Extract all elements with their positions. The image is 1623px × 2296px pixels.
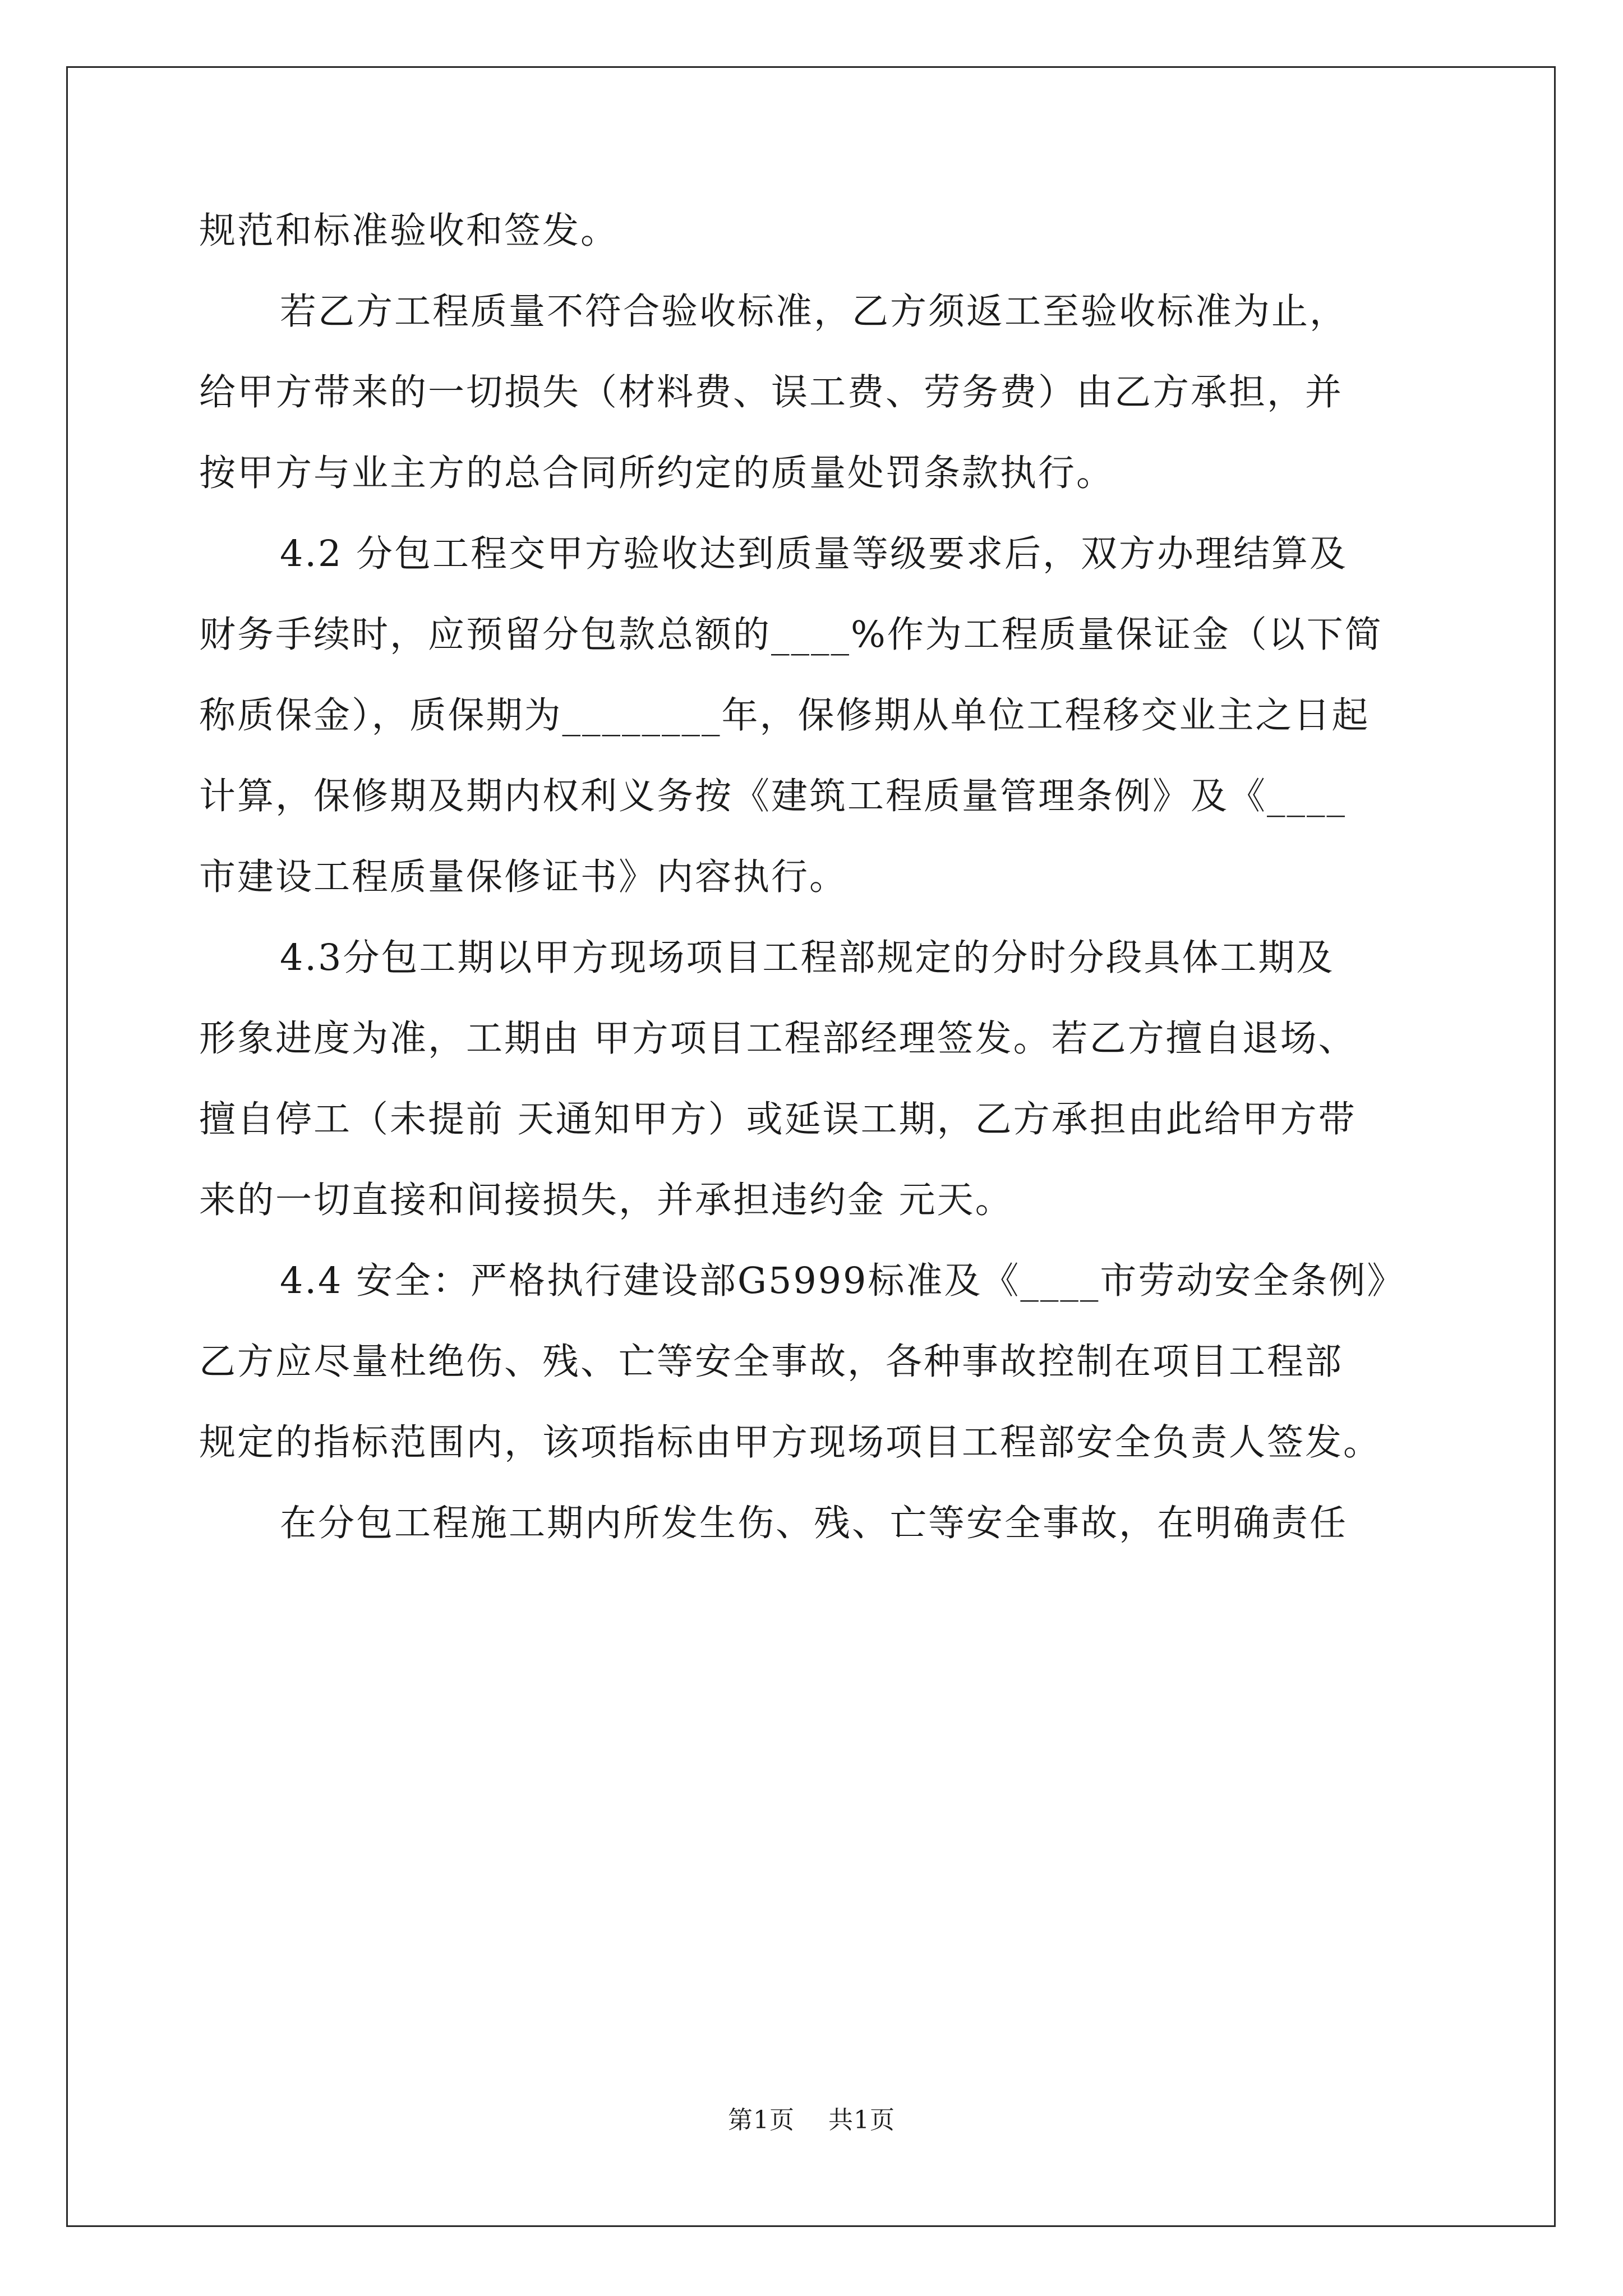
- text-line: 给甲方带来的一切损失（材料费、误工费、劳务费）由乙方承担，并: [199, 371, 1344, 413]
- text-line: 称质保金），质保期为________年，保修期从单位工程移交业主之日起: [199, 694, 1370, 737]
- text-line: 若乙方工程质量不符合验收标准，乙方须返工至验收标准为止，: [280, 291, 1348, 333]
- text-line: 形象进度为准，工期由 甲方项目工程部经理签发。若乙方擅自退场、: [199, 1018, 1357, 1060]
- text-line: 按甲方与业主方的总合同所约定的质量处罚条款执行。: [199, 452, 1115, 494]
- text-line: 规定的指标范围内，该项指标由甲方现场项目工程部安全负责人签发。: [199, 1421, 1382, 1464]
- text-line: 在分包工程施工期内所发生伤、残、亡等安全事故，在明确责任: [280, 1502, 1348, 1544]
- text-line: 乙方应尽量杜绝伤、残、亡等安全事故，各种事故控制在项目工程部: [199, 1341, 1344, 1383]
- text-line: 擅自停工（未提前 天通知甲方）或延误工期，乙方承担由此给甲方带: [199, 1098, 1357, 1140]
- text-line: 4.2 分包工程交甲方验收达到质量等级要求后，双方办理结算及: [280, 533, 1348, 575]
- text-line: 财务手续时，应预留分包款总额的____%作为工程质量保证金（以下简: [199, 614, 1383, 656]
- text-line: 计算，保修期及期内权利义务按《建筑工程质量管理条例》及《____: [199, 775, 1347, 817]
- text-line: 市建设工程质量保修证书》内容执行。: [199, 856, 848, 898]
- text-line: 4.4 安全：严格执行建设部G5999标准及《____市劳动安全条例》: [280, 1260, 1405, 1302]
- page-number-footer: 第1页 共1页: [728, 2106, 895, 2134]
- text-line: 4.3分包工期以甲方现场项目工程部规定的分时分段具体工期及: [280, 937, 1335, 979]
- text-line: 规范和标准验收和签发。: [199, 210, 619, 252]
- text-line: 来的一切直接和间接损失，并承担违约金 元天。: [199, 1179, 1013, 1221]
